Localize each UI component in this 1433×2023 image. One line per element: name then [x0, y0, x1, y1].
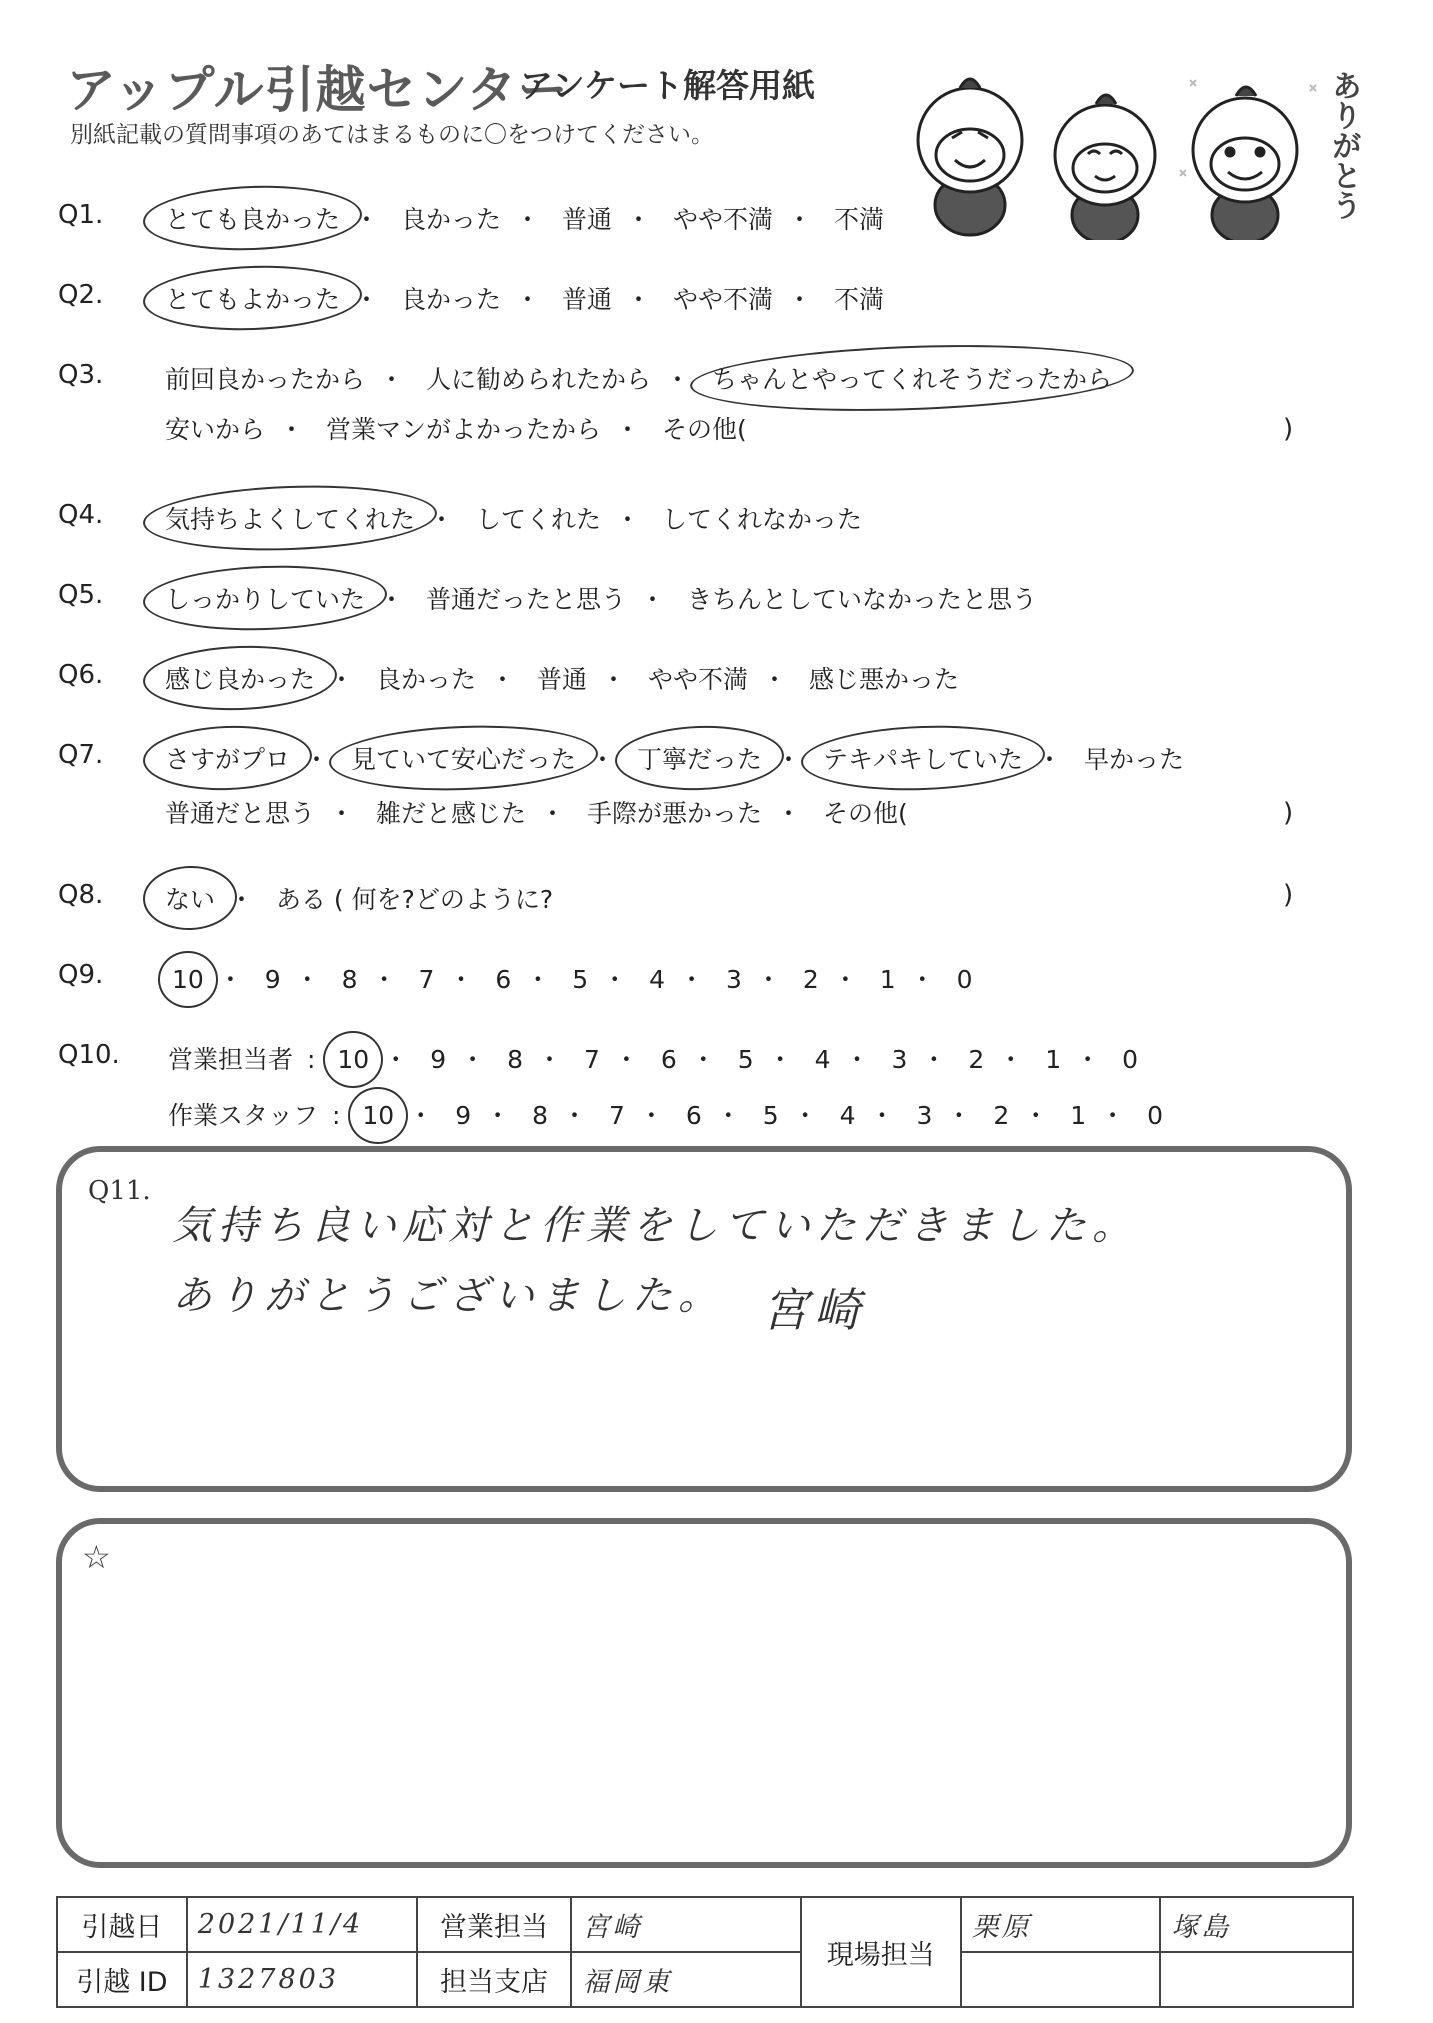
q10-sales-score-3[interactable]: 3 [891, 1045, 908, 1074]
q9-score-8[interactable]: 8 [341, 965, 358, 994]
move-id-label: 引越 ID [57, 1952, 187, 2007]
move-date-label: 引越日 [57, 1897, 187, 1952]
q3-option-1[interactable]: 前回良かったから [165, 365, 366, 394]
q2-label: Q2. [58, 280, 104, 310]
q11-signature: 宮崎 [762, 1283, 866, 1337]
sales-rep-value[interactable]: 宮崎 [571, 1897, 801, 1952]
q2-option-5[interactable]: 不満 [833, 285, 884, 314]
site-staff-2-value[interactable]: 塚島 [1160, 1897, 1353, 1952]
q7-option-5[interactable]: 早かった [1083, 745, 1184, 774]
move-id-value[interactable]: 1327803 [187, 1952, 417, 2007]
move-date-value[interactable]: 2021/11/4 [187, 1897, 417, 1952]
q5-label: Q5. [58, 580, 104, 610]
q10-staff-score-5[interactable]: 5 [762, 1101, 779, 1130]
q10-sales-score-7[interactable]: 7 [583, 1045, 600, 1074]
instruction-text: 別紙記載の質問事項のあてはまるものに〇をつけてください。 [70, 122, 714, 148]
q8-label: Q8. [58, 880, 104, 910]
q4-option-1[interactable]: 気持ちよくしてくれた [165, 500, 415, 536]
q11-comment-line-1: 気持ち良い応対と作業をしていただきました。 [172, 1203, 1138, 1249]
q9-score-5[interactable]: 5 [572, 965, 589, 994]
q11-label: Q11. [88, 1176, 151, 1206]
q7-label: Q7. [58, 740, 104, 770]
q3-option-2[interactable]: 人に勧められたから [425, 365, 651, 394]
q10-sales-score-4[interactable]: 4 [814, 1045, 831, 1074]
q10-staff-score-4[interactable]: 4 [839, 1101, 856, 1130]
q9-label: Q9. [58, 960, 104, 990]
q7-option-4[interactable]: テキパキしていた [823, 740, 1023, 776]
q10-sales-label: 営業担当者 [168, 1045, 294, 1074]
page-title: アップル引越センター [66, 61, 569, 119]
q5-option-2[interactable]: 普通だったと思う [425, 585, 626, 614]
q1-option-2[interactable]: 良かった [400, 205, 501, 234]
q9-score-10[interactable]: 10 [172, 965, 204, 994]
q8-option-1[interactable]: ない [165, 880, 215, 916]
q9-score-1[interactable]: 1 [879, 965, 896, 994]
site-staff-1-value[interactable]: 栗原 [961, 1897, 1161, 1952]
q2-option-3[interactable]: 普通 [561, 285, 612, 314]
q7-option-1[interactable]: さすがプロ [165, 740, 290, 776]
q7-option-7[interactable]: 雑だと感じた [375, 799, 526, 828]
page-subtitle: アンケート解答用紙 [520, 66, 816, 105]
footer-info-table [56, 1896, 1354, 2008]
branch-value[interactable]: 福岡東 [571, 1952, 801, 2007]
q10-staff-label: 作業スタッフ [168, 1101, 319, 1130]
site-staff-4-value[interactable] [1160, 1952, 1353, 2007]
q10-sales-score-9[interactable]: 9 [430, 1045, 447, 1074]
q10-sales-score-6[interactable]: 6 [660, 1045, 677, 1074]
question-9: Q9. 10 ・ 9 ・ 8 ・ 7 ・ 6 ・ 5 ・ 4 ・ 3 ・ 2 ・ 1 ・ 0 [58, 960, 973, 994]
question-1: Q1. とても良かった ・ 良かった ・ 普通 ・ やや不満 ・ 不満 [58, 200, 884, 234]
q10-label: Q10. [58, 1040, 120, 1070]
q7-option-other[interactable]: その他( [822, 799, 908, 828]
q9-score-4[interactable]: 4 [649, 965, 666, 994]
star-icon: ☆ [82, 1538, 111, 1576]
q9-score-0[interactable]: 0 [956, 965, 973, 994]
q10-staff-score-8[interactable]: 8 [532, 1101, 548, 1130]
q9-score-3[interactable]: 3 [726, 965, 742, 994]
q4-option-2[interactable]: してくれた [475, 505, 601, 534]
thanks-text: ありがとう [1326, 70, 1361, 220]
branch-label: 担当支店 [417, 1952, 572, 2007]
q5-option-1[interactable]: しっかりしていた [165, 580, 365, 616]
q6-option-3[interactable]: 普通 [536, 665, 587, 694]
q6-option-2[interactable]: 良かった [375, 665, 476, 694]
question-6: Q6. 感じ良かった ・ 良かった ・ 普通 ・ やや不満 ・ 感じ悪かった [58, 660, 959, 694]
site-staff-3-value[interactable] [961, 1952, 1161, 2007]
question-10: Q10. 営業担当者 : 10 ・ 9 ・ 8 ・ 7 ・ 6 ・ 5 ・ 4 ・ 3 ・ 2 ・ 1 ・ 0 作業スタッフ : 10 ・ 9 ・ 8 ・ 7 ・ 6 ・ 5 ・ 4 ・ 3 ・ 2 ・ 1 ・ 0 [58, 1040, 1163, 1130]
q1-option-3[interactable]: 普通 [561, 205, 612, 234]
q3-option-5[interactable]: 営業マンがよかったから [325, 415, 601, 444]
question-4: Q4. 気持ちよくしてくれた ・ してくれた ・ してくれなかった [58, 500, 862, 534]
question-8: Q8. ない ・ ある ( 何を?どのように? ) [58, 880, 1294, 914]
sales-rep-label: 営業担当 [417, 1897, 572, 1952]
q3-option-other[interactable]: その他( [661, 415, 747, 444]
q10-staff-score-3[interactable]: 3 [916, 1101, 933, 1130]
q1-label: Q1. [58, 200, 104, 230]
question-7: Q7. さすがプロ ・ 見ていて安心だった ・ 丁寧だった ・ テキパキしていた ・ 早かった 普通だと思う ・ 雑だと感じた ・ 手際が悪かった ・ その他( ) [58, 740, 1294, 828]
q10-sales-score-8[interactable]: 8 [507, 1045, 523, 1074]
q10-sales-score-1[interactable]: 1 [1045, 1045, 1062, 1074]
q10-sales-score-0[interactable]: 0 [1122, 1045, 1138, 1074]
q1-option-4[interactable]: やや不満 [672, 205, 773, 234]
q1-option-5[interactable]: 不満 [833, 205, 884, 234]
q5-option-3[interactable]: きちんとしていなかったと思う [686, 585, 1037, 614]
q10-staff-score-9[interactable]: 9 [455, 1101, 472, 1130]
q10-sales-score-10[interactable]: 10 [337, 1045, 370, 1074]
q3-close-paren: ) [1283, 414, 1294, 444]
q10-staff-score-1[interactable]: 1 [1070, 1101, 1087, 1130]
site-staff-label: 現場担当 [801, 1897, 961, 2007]
q11-comment-line-2: ありがとうございました。 [172, 1273, 724, 1319]
q7-close-paren: ) [1283, 798, 1294, 828]
question-3: Q3. 前回良かったから ・ 人に勧められたから ・ ちゃんとやってくれそうだったから 安いから ・ 営業マンがよかったから ・ その他( ) [58, 360, 1294, 444]
q1-option-1[interactable]: とても良かった [165, 200, 340, 236]
q10-sales-score-5[interactable]: 5 [737, 1045, 754, 1074]
q7-option-8[interactable]: 手際が悪かった [586, 799, 762, 828]
q2-option-2[interactable]: 良かった [400, 285, 501, 314]
q2-option-1[interactable]: とてもよかった [165, 280, 340, 316]
q3-option-3[interactable]: ちゃんとやってくれそうだったから [712, 360, 1112, 396]
q3-option-4[interactable]: 安いから [165, 415, 266, 444]
q4-option-3[interactable]: してくれなかった [661, 505, 862, 534]
q10-staff-score-10[interactable]: 10 [362, 1101, 395, 1130]
q9-score-6[interactable]: 6 [495, 965, 512, 994]
q10-staff-score-0[interactable]: 0 [1147, 1101, 1163, 1130]
q6-option-1[interactable]: 感じ良かった [165, 660, 315, 696]
q6-option-5[interactable]: 感じ悪かった [808, 665, 959, 694]
q7-option-2[interactable]: 見ていて安心だった [351, 740, 576, 776]
q8-option-2[interactable]: ある ( 何を?どのように? [275, 885, 554, 914]
q10-staff-score-2[interactable]: 2 [993, 1101, 1010, 1130]
q9-score-9[interactable]: 9 [264, 965, 281, 994]
q8-close-paren: ) [1283, 880, 1294, 910]
q6-option-4[interactable]: やや不満 [647, 665, 748, 694]
q2-option-4[interactable]: やや不満 [672, 285, 773, 314]
q6-label: Q6. [58, 660, 104, 690]
question-5: Q5. しっかりしていた ・ 普通だったと思う ・ きちんとしていなかったと思う [58, 580, 1037, 614]
q7-option-6[interactable]: 普通だと思う [165, 799, 316, 828]
q10-staff-score-6[interactable]: 6 [685, 1101, 702, 1130]
q9-score-2[interactable]: 2 [802, 965, 819, 994]
q7-option-3[interactable]: 丁寧だった [637, 740, 762, 776]
q10-staff-score-7[interactable]: 7 [608, 1101, 625, 1130]
q11-comment-box[interactable] [56, 1146, 1352, 1492]
q3-label: Q3. [58, 360, 104, 390]
q9-score-7[interactable]: 7 [418, 965, 435, 994]
q4-label: Q4. [58, 500, 104, 530]
free-comment-box[interactable] [56, 1518, 1352, 1868]
question-2: Q2. とてもよかった ・ 良かった ・ 普通 ・ やや不満 ・ 不満 [58, 280, 884, 314]
q10-sales-score-2[interactable]: 2 [968, 1045, 985, 1074]
